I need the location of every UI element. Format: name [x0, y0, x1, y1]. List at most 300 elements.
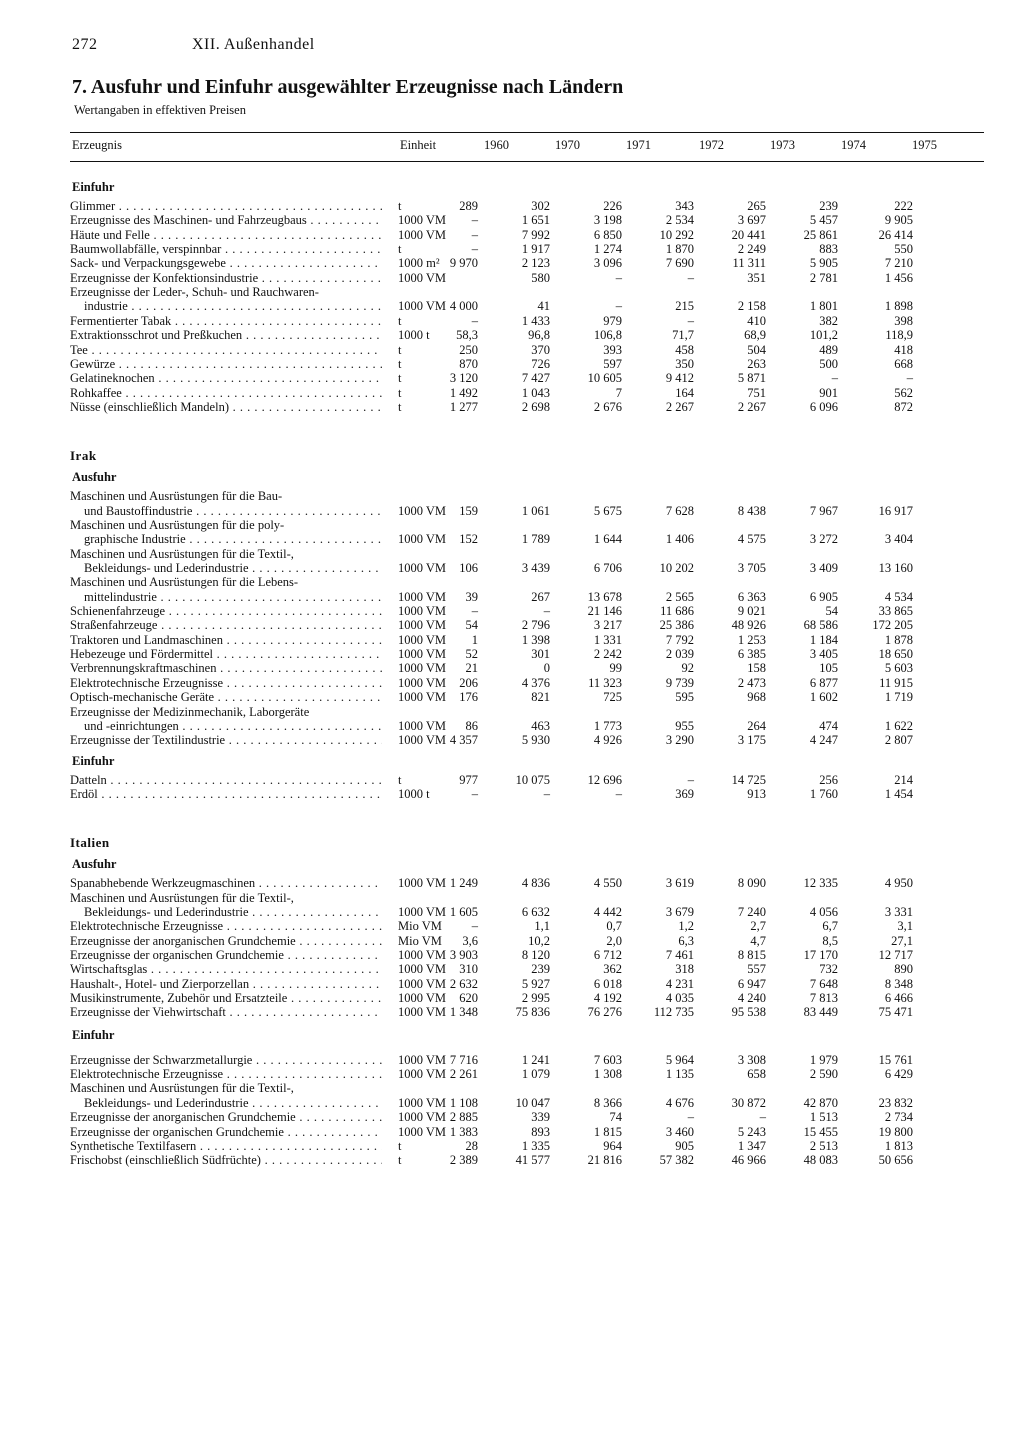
row-value: 3,1 [897, 919, 913, 934]
row-value: 557 [747, 962, 766, 977]
row-value: 1 184 [809, 632, 838, 647]
row-unit: t [398, 342, 402, 357]
row-value: 12 696 [587, 772, 622, 787]
table-row [70, 504, 984, 518]
row-value: 25 386 [659, 618, 694, 633]
row-value: 350 [675, 356, 694, 371]
row-label: Nüsse (einschließlich Mandeln) . . . [70, 400, 382, 414]
row-value: 13 160 [878, 561, 913, 575]
row-value: 6 850 [593, 227, 622, 242]
row-unit: 1000 VM [398, 1052, 447, 1067]
row-value: 393 [603, 342, 622, 357]
row-label: Musikinstrumente, Zubehör und Ersatzteile . . . [70, 991, 382, 1005]
table-row [70, 357, 984, 371]
row-value: 504 [747, 342, 766, 357]
page-number: 272 [72, 36, 98, 53]
row-value: 7 967 [809, 503, 838, 518]
row-value: 968 [747, 690, 766, 705]
row-value: 101,2 [809, 328, 838, 343]
row-value: 4 950 [884, 876, 913, 891]
row-value: – [687, 772, 694, 787]
section-heading: Einfuhr [72, 180, 115, 194]
row-value: – [543, 604, 550, 619]
table-row [70, 647, 984, 661]
row-value: 118,9 [885, 328, 913, 343]
column-header-year: 1975 [912, 138, 937, 152]
row-unit: 1000 t [398, 328, 430, 343]
row-unit: 1000 VM [398, 948, 447, 962]
row-value: 6 632 [521, 904, 550, 919]
row-value: 71,7 [672, 328, 694, 343]
table-row-label-continuation [70, 575, 984, 589]
row-label: Tee . . . [70, 343, 382, 357]
row-value: 6 947 [737, 976, 766, 991]
row-value: 1 789 [521, 532, 550, 547]
row-value: 1 878 [884, 632, 913, 647]
row-label: Maschinen und Ausrüstungen für die Textil-, [70, 1081, 294, 1096]
table-row [70, 676, 984, 690]
row-value: 1 602 [809, 690, 838, 705]
row-value: 2 123 [521, 256, 550, 271]
row-value: 6,3 [678, 933, 694, 948]
row-value: 1 979 [809, 1052, 838, 1067]
row-label: Erzeugnisse der Textilindustrie . . . [70, 733, 382, 747]
row-value: 1 605 [449, 904, 478, 919]
row-unit: 1000 VM [398, 618, 447, 633]
row-value: 250 [459, 342, 478, 357]
row-value: 3 903 [449, 948, 478, 962]
table-row [70, 371, 984, 385]
table-row [70, 977, 984, 991]
row-value: 343 [675, 199, 694, 213]
row-value: 2 885 [449, 1110, 478, 1125]
row-unit: 1000 t [398, 786, 430, 801]
row-value: 398 [894, 313, 913, 328]
row-value: 1 335 [521, 1138, 550, 1153]
row-unit: 1000 VM [398, 1095, 447, 1110]
row-label: Gelatineknochen . . . [70, 371, 382, 385]
row-value: 7 690 [665, 256, 694, 271]
table-row-label-continuation [70, 518, 984, 532]
table-row [70, 1110, 984, 1124]
row-value: 5 930 [521, 733, 550, 748]
row-value: 10,2 [528, 933, 550, 948]
row-value: 50 656 [878, 1153, 913, 1168]
row-label: mittelindustrie . . . [84, 590, 382, 604]
row-label: Hebezeuge und Fördermittel . . . [70, 647, 382, 661]
row-value: 21 816 [587, 1153, 622, 1168]
row-label: Häute und Felle . . . [70, 228, 382, 242]
row-label: Optisch-mechanische Geräte . . . [70, 690, 382, 704]
row-label: Erzeugnisse der organischen Grundchemie . . . [70, 948, 382, 962]
row-value: 3 705 [737, 561, 766, 575]
row-unit: t [398, 1138, 402, 1153]
row-value: 901 [819, 385, 838, 400]
row-value: – [615, 786, 622, 801]
table-row [70, 948, 984, 962]
row-unit: t [398, 385, 402, 400]
row-value: 25 861 [803, 227, 838, 242]
row-unit: 1000 VM [398, 733, 447, 748]
row-value: 302 [531, 199, 550, 213]
row-value: 3 409 [809, 561, 838, 575]
row-value: 1 644 [593, 532, 622, 547]
row-value: 1 815 [593, 1124, 622, 1139]
row-value: 979 [603, 313, 622, 328]
top-rule [70, 132, 984, 133]
table-row-label-continuation [70, 489, 984, 503]
row-value: 5 871 [737, 371, 766, 386]
row-unit: 1000 VM [398, 690, 447, 705]
row-unit: 1000 VM [398, 904, 447, 919]
row-label: Bekleidungs- und Lederindustrie . . . [84, 561, 382, 575]
column-header-row [70, 138, 984, 158]
section-heading: Einfuhr [72, 753, 115, 768]
row-value: 3 331 [884, 904, 913, 919]
row-value: 239 [819, 199, 838, 213]
row-value: 870 [459, 356, 478, 371]
row-label: Elektrotechnische Erzeugnisse . . . [70, 1067, 382, 1081]
row-value: 92 [681, 661, 694, 676]
row-value: 4 676 [665, 1095, 694, 1110]
row-value: 10 605 [587, 371, 622, 386]
row-value: 0,7 [606, 919, 622, 934]
row-value: 5 603 [884, 661, 913, 676]
row-value: 1 135 [665, 1067, 694, 1082]
row-value: 74 [609, 1110, 622, 1125]
table-row [70, 271, 984, 285]
row-value: 68,9 [744, 328, 766, 343]
row-value: 1 719 [884, 690, 913, 705]
table-row [70, 1005, 984, 1019]
table-row [70, 787, 984, 801]
row-value: 1 760 [809, 786, 838, 801]
row-value: 1 [471, 632, 478, 647]
row-unit: 1000 VM [398, 561, 447, 575]
row-label: Erdöl . . . [70, 787, 382, 801]
row-value: 2,7 [750, 919, 766, 934]
row-value: 3 679 [665, 904, 694, 919]
row-value: 4 376 [521, 675, 550, 690]
row-value: 112 735 [653, 1005, 694, 1020]
row-value: 18 650 [878, 647, 913, 662]
row-label: Erzeugnisse der Konfektionsindustrie . . . [70, 271, 382, 285]
row-label: Synthetische Textilfasern . . . [70, 1139, 382, 1153]
row-value: 6 466 [884, 991, 913, 1006]
row-value: 3 096 [593, 256, 622, 271]
row-value: 8 348 [884, 976, 913, 991]
country-heading: Italien [70, 835, 110, 851]
row-value: 301 [531, 647, 550, 662]
row-value: 20 441 [731, 227, 766, 242]
row-label: Maschinen und Ausrüstungen für die Textil-, [70, 890, 294, 905]
row-value: 7 [615, 385, 622, 400]
row-value: 176 [459, 690, 478, 705]
row-value: 8 438 [737, 503, 766, 518]
row-unit: 1000 VM [398, 532, 447, 547]
row-label: Maschinen und Ausrüstungen für die Bau- [70, 489, 283, 504]
table-row [70, 773, 984, 787]
table-row [70, 561, 984, 575]
row-value: 6 096 [809, 399, 838, 414]
table-title: 7. Ausfuhr und Einfuhr ausgewählter Erzeugnisse nach Ländern [72, 76, 624, 98]
row-value: 75 836 [515, 1005, 550, 1020]
row-value: 4 442 [593, 904, 622, 919]
row-label: Baumwollabfälle, verspinnbar . . . [70, 242, 382, 256]
row-value: 2 565 [665, 589, 694, 604]
row-label: Schienenfahrzeuge . . . [70, 604, 382, 618]
row-value: 2 039 [665, 647, 694, 662]
row-label: Erzeugnisse der Medizinmechanik, Laborgeräte [70, 704, 310, 719]
row-unit: t [398, 399, 402, 414]
row-value: 382 [819, 313, 838, 328]
row-value: – [543, 786, 550, 801]
row-label: Gewürze . . . [70, 357, 382, 371]
row-value: 7 992 [521, 227, 550, 242]
row-value: 3 198 [593, 213, 622, 228]
row-value: 4 231 [665, 976, 694, 991]
table-row [70, 733, 984, 747]
row-value: 821 [531, 690, 550, 705]
row-value: 19 800 [878, 1124, 913, 1139]
row-value: 11 915 [879, 675, 913, 690]
row-value: 3,6 [462, 933, 478, 948]
row-value: 3 697 [737, 213, 766, 228]
row-value: 4 056 [809, 904, 838, 919]
column-header-year: 1960 [484, 138, 509, 152]
row-label: Frischobst (einschließlich Südfrüchte) . . . [70, 1153, 382, 1167]
row-value: 913 [747, 786, 766, 801]
row-unit: t [398, 242, 402, 257]
row-value: 6 877 [809, 675, 838, 690]
row-value: 1 108 [449, 1095, 478, 1110]
row-value: 6 385 [737, 647, 766, 662]
table-row-label-continuation [70, 705, 984, 719]
row-value: 8 090 [737, 876, 766, 891]
row-unit: 1000 VM [398, 1005, 447, 1020]
row-value: 2 807 [884, 733, 913, 748]
row-label: Bekleidungs- und Lederindustrie . . . [84, 905, 382, 919]
row-label: industrie . . . [84, 299, 382, 313]
row-value: 500 [819, 356, 838, 371]
row-value: 1 454 [884, 786, 913, 801]
row-unit: t [398, 1153, 402, 1168]
row-value: 3 460 [665, 1124, 694, 1139]
row-value: 96,8 [528, 328, 550, 343]
row-unit: 1000 VM [398, 718, 447, 733]
row-value: 3 120 [449, 371, 478, 386]
table-row [70, 905, 984, 919]
row-value: 8 120 [521, 948, 550, 962]
row-value: 21 146 [587, 604, 622, 619]
row-value: 265 [747, 199, 766, 213]
row-value: – [471, 227, 478, 242]
table-row [70, 400, 984, 414]
row-value: 21 [465, 661, 478, 676]
row-label: Sack- und Verpackungsgewebe . . . [70, 256, 382, 270]
row-value: – [687, 313, 694, 328]
row-value: 42 870 [803, 1095, 838, 1110]
row-label: Erzeugnisse des Maschinen- und Fahrzeugbaus . . . [70, 213, 382, 227]
row-value: 3 272 [809, 532, 838, 547]
table-row [70, 661, 984, 675]
row-value: 2 698 [521, 399, 550, 414]
row-value: 977 [459, 772, 478, 787]
row-value: 105 [819, 661, 838, 676]
row-value: 14 725 [731, 772, 766, 787]
row-value: 5 457 [809, 213, 838, 228]
table-row [70, 1096, 984, 1110]
row-value: 2 590 [809, 1067, 838, 1082]
table-row [70, 618, 984, 632]
row-value: 2 267 [665, 399, 694, 414]
row-value: 2 513 [809, 1138, 838, 1153]
row-unit: 1000 VM [398, 270, 447, 285]
row-label: Erzeugnisse der Leder-, Schuh- und Rauchwaren- [70, 285, 319, 300]
row-value: 339 [531, 1110, 550, 1125]
row-value: 3 405 [809, 647, 838, 662]
row-value: 1 398 [521, 632, 550, 647]
column-header-unit: Einheit [400, 138, 437, 152]
table-row [70, 199, 984, 213]
row-value: – [471, 786, 478, 801]
row-value: – [906, 371, 913, 386]
row-label: Bekleidungs- und Lederindustrie . . . [84, 1096, 382, 1110]
table-row [70, 719, 984, 733]
row-value: 152 [459, 532, 478, 547]
row-unit: 1000 VM [398, 647, 447, 662]
row-value: 289 [459, 199, 478, 213]
row-value: 1 456 [884, 270, 913, 285]
row-value: – [471, 242, 478, 257]
row-label: Datteln . . . [70, 773, 382, 787]
row-value: 463 [531, 718, 550, 733]
row-value: 164 [675, 385, 694, 400]
row-value: 1 383 [449, 1124, 478, 1139]
table-row [70, 919, 984, 933]
column-header-year: 1970 [555, 138, 580, 152]
row-unit: 1000 VM [398, 1067, 447, 1082]
row-value: 668 [894, 356, 913, 371]
column-header-product: Erzeugnis [72, 138, 122, 152]
row-unit: 1000 VM [398, 675, 447, 690]
row-value: 54 [465, 618, 478, 633]
row-value: 106,8 [593, 328, 622, 343]
row-value: 1 308 [593, 1067, 622, 1082]
row-value: 4 575 [737, 532, 766, 547]
row-value: 1 406 [665, 532, 694, 547]
row-label: Haushalt-, Hotel- und Zierporzellan . . . [70, 977, 382, 991]
row-value: 52 [465, 647, 478, 662]
table-row [70, 299, 984, 313]
row-value: 3 290 [665, 733, 694, 748]
row-label: Fermentierter Tabak . . . [70, 314, 382, 328]
row-value: – [471, 604, 478, 619]
row-value: 3 404 [884, 532, 913, 547]
row-value: 5 905 [809, 256, 838, 271]
row-value: 27,1 [891, 933, 913, 948]
row-value: 2 473 [737, 675, 766, 690]
row-unit: t [398, 313, 402, 328]
row-value: – [615, 270, 622, 285]
row-unit: 1000 VM [398, 962, 447, 977]
row-unit: 1000 m² [398, 256, 440, 271]
row-value: 5 243 [737, 1124, 766, 1139]
row-value: 4 240 [737, 991, 766, 1006]
row-label: Extraktionsschrot und Preßkuchen . . . [70, 328, 382, 342]
row-value: 4 357 [449, 733, 478, 748]
row-value: 7 210 [884, 256, 913, 271]
row-unit: 1000 VM [398, 213, 447, 228]
row-value: 13 678 [587, 589, 622, 604]
section-heading: Ausfuhr [72, 470, 117, 485]
row-value: 5 675 [593, 503, 622, 518]
row-value: 83 449 [803, 1005, 838, 1020]
row-value: 7 813 [809, 991, 838, 1006]
row-value: 370 [531, 342, 550, 357]
row-value: 23 832 [878, 1095, 913, 1110]
row-label: Rohkaffee . . . [70, 386, 382, 400]
row-value: 1 870 [665, 242, 694, 257]
row-value: 964 [603, 1138, 622, 1153]
row-value: 955 [675, 718, 694, 733]
row-unit: t [398, 356, 402, 371]
row-value: – [615, 299, 622, 314]
row-value: 3 619 [665, 876, 694, 891]
row-unit: 1000 VM [398, 503, 447, 518]
table-row [70, 1153, 984, 1167]
row-value: 6 429 [884, 1067, 913, 1082]
row-value: 95 538 [731, 1005, 766, 1020]
row-unit: 1000 VM [398, 991, 447, 1006]
table-row [70, 604, 984, 618]
row-value: 1 249 [449, 876, 478, 891]
section-heading: Einfuhr [72, 1027, 115, 1042]
row-value: 4 550 [593, 876, 622, 891]
row-value: 8 815 [737, 948, 766, 962]
row-value: 1 513 [809, 1110, 838, 1125]
row-value: 28 [465, 1138, 478, 1153]
table-row [70, 1139, 984, 1153]
row-value: – [687, 270, 694, 285]
row-value: 1 898 [884, 299, 913, 314]
row-value: 75 471 [878, 1005, 913, 1020]
row-value: 4 247 [809, 733, 838, 748]
table-row [70, 991, 984, 1005]
row-label: Erzeugnisse der anorganischen Grundchemie . . . [70, 1110, 382, 1124]
row-value: 4 000 [449, 299, 478, 314]
row-unit: 1000 VM [398, 976, 447, 991]
row-label: Traktoren und Landmaschinen . . . [70, 633, 382, 647]
row-value: 2 249 [737, 242, 766, 257]
row-value: 2 676 [593, 399, 622, 414]
row-value: 54 [825, 604, 838, 619]
table-row [70, 690, 984, 704]
row-value: 597 [603, 356, 622, 371]
row-unit: 1000 VM [398, 604, 447, 619]
row-value: 474 [819, 718, 838, 733]
row-value: 725 [603, 690, 622, 705]
table-row [70, 242, 984, 256]
header-rule [70, 161, 984, 162]
row-value: 99 [609, 661, 622, 676]
row-value: 41 [537, 299, 550, 314]
row-unit: 1000 VM [398, 1124, 447, 1139]
row-value: 264 [747, 718, 766, 733]
table-row [70, 1125, 984, 1139]
row-label: Verbrennungskraftmaschinen . . . [70, 661, 382, 675]
row-value: 489 [819, 342, 838, 357]
